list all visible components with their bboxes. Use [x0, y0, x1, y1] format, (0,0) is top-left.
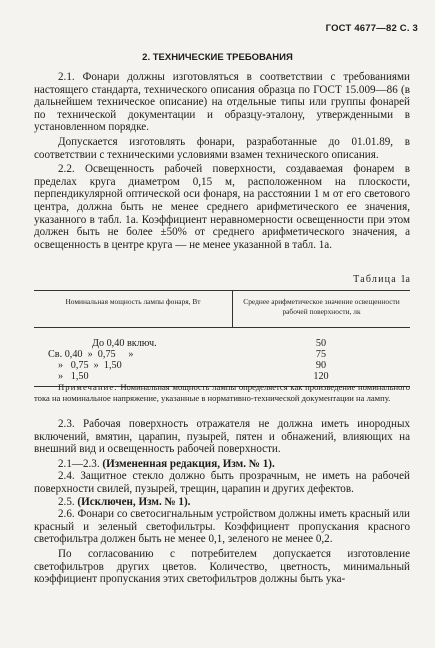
paragraph-2-1: 2.1. Фонари должны изготовляться в соответствии с требованиями настоящего стандарта, технического описания образца по ГОСТ 15.009—86 (в дальнейшем техническое описание) на отдельные типы или группы фонарей по технической документации и образцу-эталону, утвержденными в установленном порядке.	[34, 71, 410, 134]
table-row-power: Св. 0,40 » 0,75 »	[48, 349, 134, 360]
table-row-power: » 0,75 » 1,50	[58, 360, 122, 371]
paragraph-2-5	[34, 496, 410, 509]
paragraph-2-3: 2.3. Рабочая поверхность отражателя не должна иметь инородных включений, вмятин, царапин, пузырей, пятен и обнажений, влияющих на внешний вид и освещенность рабочей поверхности.	[34, 418, 410, 456]
table-note	[34, 382, 410, 404]
paragraph-2-6-extra: По согласованию с потребителем допускается изготовление светофильтров других цветов. Количество, цветность, минимальный коэффициент пропускания этих светофильтров должны быть ука-	[34, 547, 410, 586]
body-block-top	[34, 71, 410, 251]
col-header-power: Номинальная мощность лампы фонаря, Вт	[34, 291, 233, 327]
p25-number: 2.5.	[58, 495, 75, 508]
body-block-bottom	[34, 418, 410, 586]
table-row-lux: 75	[315, 349, 327, 360]
note-text: Номинальная мощность лампы определяется как произведение номинального тока на номинальное напряжение, указанные в нормативно-технической документации на лампу.	[34, 382, 410, 403]
p25-text: (Исключен, Изм. № 1).	[77, 495, 191, 508]
col-header-illuminance: Среднее арифметическое значение освещенности рабочей поверхности, лк	[243, 297, 400, 316]
amend-text: (Измененная редакция, Изм. № 1).	[102, 457, 275, 470]
table-row-lux: 120	[313, 371, 329, 382]
illuminance-table	[34, 290, 410, 387]
paragraph-2-4: 2.4. Защитное стекло должно быть прозрачным, не иметь на рабочей поверхности свилей, пузырей, трещин, царапин и других дефектов.	[34, 470, 410, 495]
section-title: 2. ТЕХНИЧЕСКИЕ ТРЕБОВАНИЯ	[142, 52, 293, 63]
table-row-lux: 90	[315, 360, 327, 371]
paragraph-2-2: 2.2. Освещенность рабочей поверхности, создаваемая фонарем в пределах круга диаметром 0,15 м, расположенном на плоскости, перпендикулярной оптической оси фонаря, на расстоянии 1 м от его светового центра, должна быть не менее среднего арифметического ее значения, указанного в табл. 1а. Коэффициент неравномерности освещенности при этом должен быть не более ±50% от среднего арифметического значения, а освещенность в центре круга — не менее указанной в табл. 1а.	[34, 163, 410, 251]
table-body	[34, 328, 410, 382]
page-header: ГОСТ 4677—82 С. 3	[325, 23, 418, 34]
table-caption	[353, 274, 410, 285]
paragraph-2-6: 2.6. Фонари со светосигнальным устройством должны иметь красный или красный и зеленый светофильтры. Коэффициент пропускания красного светофильтра должен быть не менее 0,1, зеленого не менее 0,2.	[34, 508, 410, 546]
note-label: Примечание.	[58, 382, 118, 392]
table-caption-word: Таблица	[353, 274, 397, 285]
amend-number: 2.1—2.3.	[58, 457, 100, 470]
table-caption-number: 1а	[400, 274, 410, 285]
paragraph-2-1-2-3-amend	[34, 458, 410, 471]
table-row-power: До 0,40 включ.	[92, 338, 157, 349]
table-row-power: » 1,50	[58, 371, 89, 382]
table-row-lux: 50	[315, 338, 327, 349]
table-header	[34, 291, 410, 328]
paragraph-2-1-extra: Допускается изготовлять фонари, разработанные до 01.01.89, в соответствии с техническими условиями взамен технического описания.	[34, 135, 410, 161]
